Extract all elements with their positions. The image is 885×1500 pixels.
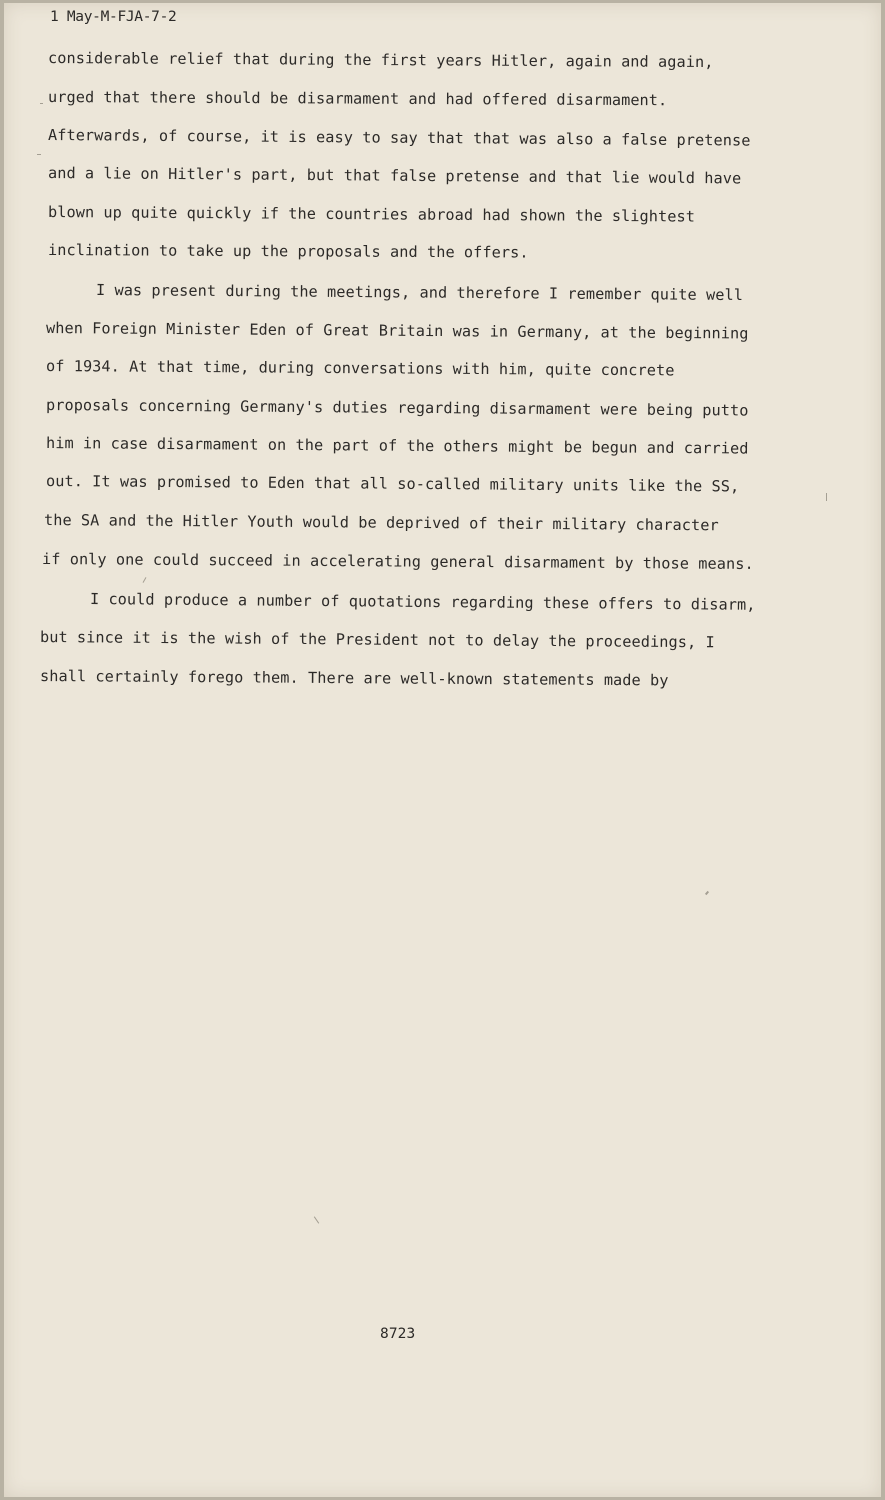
body-line: and a lie on Hitler's part, but that false pretense and that lie would have: [47, 164, 742, 188]
body-line: out. It was promised to Eden that all so-called military units like the SS,: [45, 472, 740, 496]
body-line: urged that there should be disarmament and had offered disarmament.: [47, 88, 668, 110]
document-reference: 1 May-M-FJA-7-2: [50, 9, 177, 25]
body-line: but since it is the wish of the President not to delay the proceedings, I: [39, 628, 715, 652]
body-line: blown up quite quickly if the countries abroad had shown the slightest: [47, 203, 696, 226]
body-line: him in case disarmament on the part of the others might be begun and carried: [45, 434, 749, 458]
page-number: 8723: [380, 1326, 416, 1342]
paper-speck: [705, 891, 709, 895]
paper-speck: [314, 1216, 319, 1223]
body-line: of 1934. At that time, during conversations with him, quite concrete: [45, 357, 675, 380]
body-line: I was present during the meetings, and therefore I remember quite well: [95, 281, 744, 305]
paper-speck: [37, 154, 41, 155]
paper-speck: [826, 493, 827, 501]
document-page: [4, 3, 881, 1497]
body-line: I could produce a number of quotations regarding these offers to disarm,: [89, 590, 756, 614]
body-line: shall certainly forego them. There are well-known statements made by: [39, 667, 669, 690]
body-line: the SA and the Hitler Youth would be deprived of their military character: [43, 511, 719, 535]
body-line: inclination to take up the proposals and the offers.: [47, 241, 529, 262]
body-line: considerable relief that during the first years Hitler, again and again,: [47, 49, 714, 72]
paper-speck: [40, 103, 43, 104]
body-line: proposals concerning Germany's duties regarding disarmament were being putto: [45, 396, 749, 420]
body-line: Afterwards, of course, it is easy to say that that was also a false pretense: [47, 126, 751, 150]
paper-speck: [143, 577, 147, 583]
body-line: if only one could succeed in accelerating general disarmament by those means.: [41, 550, 754, 573]
body-line: when Foreign Minister Eden of Great Britain was in Germany, at the beginning: [45, 319, 749, 343]
